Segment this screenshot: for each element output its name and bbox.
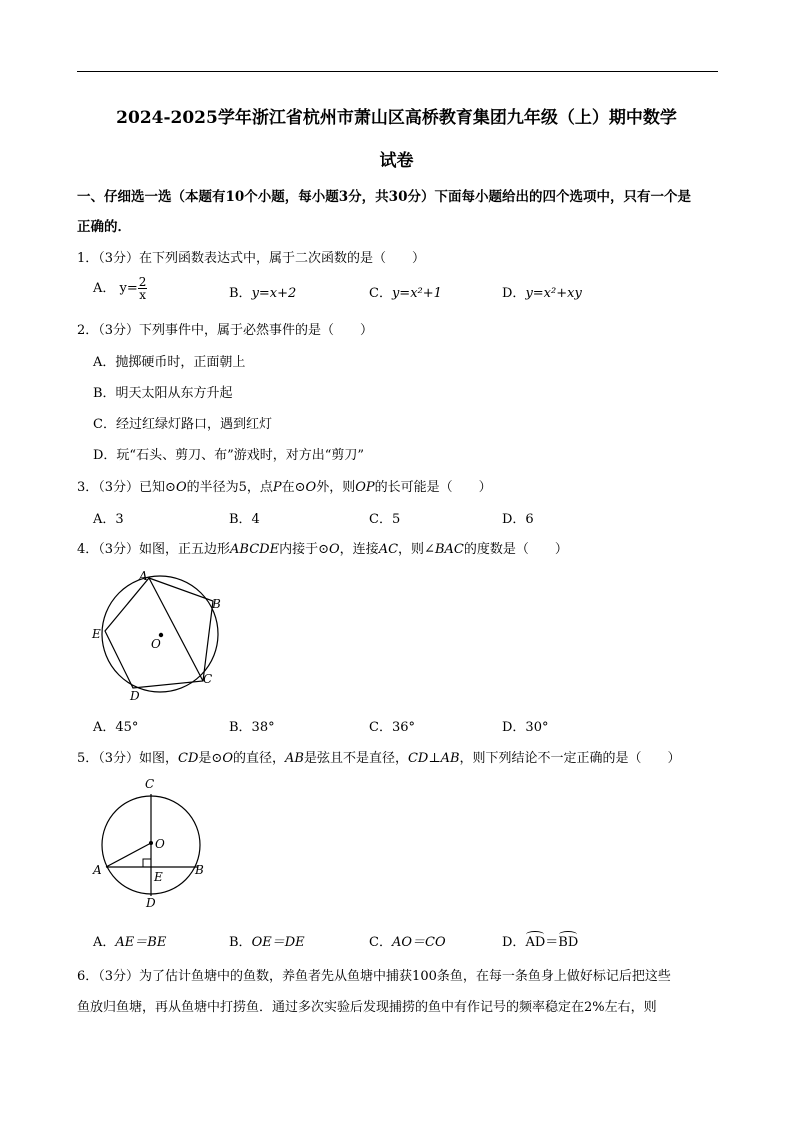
q5-option-c	[369, 931, 446, 950]
q3-option-a: A．3	[93, 512, 124, 527]
q4-pentagon-figure	[88, 566, 228, 706]
q5-stem-var: CD	[178, 751, 199, 766]
q5-circle-figure	[90, 774, 215, 914]
q3-option-d: D．6	[502, 512, 534, 527]
q5-right-angle-mark	[143, 859, 151, 867]
q3-stem-part: 的半径为5，点	[186, 480, 273, 495]
exam-title-line2: 试卷	[379, 151, 414, 171]
question-2-stem: 2．（3分）下列事件中，属于必然事件的是（ ）	[77, 323, 374, 338]
q4-label-b: B	[212, 597, 221, 611]
q4-option-c: C．36°	[369, 720, 415, 735]
q1-option-a	[93, 276, 147, 301]
q5-stem-part: 的直径，	[233, 751, 286, 766]
q4-stem-part: 4．（3分）如图，正五边形	[77, 542, 231, 557]
q5-stem-var: O	[222, 751, 233, 766]
q1-option-d-expr: y=x²+xy	[525, 286, 582, 301]
q4-stem-part: 的度数是（ ）	[463, 542, 568, 557]
q4-option-a: A．45°	[93, 720, 139, 735]
q1-option-c-label: C．	[369, 286, 392, 301]
q3-stem-part: 3．（3分）已知⊙	[77, 480, 176, 495]
q5-option-b	[229, 931, 305, 950]
section1-instructions-line2: 正确的．	[77, 219, 131, 235]
question-6-stem-line1: 6．（3分）为了估计鱼塘中的鱼数，养鱼者先从鱼塘中捕获100条鱼，在每一条鱼身上做好标记后把这些	[77, 969, 671, 984]
q4-stem-var: BAC	[434, 542, 464, 557]
q5-option-a-expr: AE＝BE	[115, 935, 167, 950]
q5-option-d-arc-bd: BD	[558, 935, 579, 950]
q4-option-b: B．38°	[229, 720, 275, 735]
q2-option-d: D．玩“石头、剪刀、布”游戏时，对方出“剪刀”	[93, 448, 365, 463]
q4-label-e: E	[92, 627, 101, 641]
q5-stem-var: AB	[285, 751, 304, 766]
q3-option-c: C．5	[369, 512, 401, 527]
q5-option-b-expr: OE＝DE	[251, 935, 305, 950]
q5-option-d-arc-ad: AD	[525, 935, 546, 950]
q1-option-d	[502, 282, 582, 301]
q3-option-b: B．4	[229, 512, 260, 527]
q5-label-o: O	[155, 837, 165, 851]
q5-label-d: D	[146, 896, 156, 910]
q4-stem-var: O	[329, 542, 340, 557]
q5-label-c: C	[145, 777, 155, 791]
fraction-numerator: 2	[138, 275, 147, 289]
q3-stem-var: P	[272, 480, 282, 495]
q5-option-a	[93, 931, 166, 950]
q3-stem-part: 外，则	[316, 480, 356, 495]
q5-stem-part: 是弦且不是直径，	[303, 751, 408, 766]
q1-option-a-fraction	[138, 276, 148, 301]
q2-option-b: B．明天太阳从东方升起	[93, 386, 233, 401]
q4-stem-part: ，则∠	[398, 542, 435, 557]
question-4-stem	[77, 538, 568, 557]
q5-option-d	[502, 931, 578, 950]
q5-stem-part: 5．（3分）如图，	[77, 751, 179, 766]
q1-option-b-expr: y=x+2	[251, 286, 297, 301]
q5-option-c-expr: AO＝CO	[391, 935, 446, 950]
q3-stem-part: 的长可能是（ ）	[374, 480, 492, 495]
header-rule	[77, 71, 718, 72]
question-1-stem: 1．（3分）在下列函数表达式中，属于二次函数的是（ ）	[77, 251, 426, 266]
question-6-stem-line2: 鱼放归鱼塘，再从鱼塘中打捞鱼．通过多次实验后发现捕捞的鱼中有作记号的频率稳定在2%左右，则	[77, 1000, 657, 1015]
q5-center-point	[149, 841, 153, 845]
q5-option-d-label: D．	[502, 935, 526, 950]
q4-stem-part: 内接于⊙	[279, 542, 329, 557]
q5-label-b: B	[195, 863, 204, 877]
q1-option-a-label: A．	[93, 281, 116, 296]
q4-segment-ac	[149, 578, 203, 681]
q4-stem-part: ，连接	[339, 542, 379, 557]
q4-label-o: O	[151, 637, 161, 651]
q1-option-b	[229, 282, 296, 301]
q5-option-b-label: B．	[229, 935, 252, 950]
q5-stem-var: CD⊥AB	[407, 751, 460, 766]
q5-stem-part: 是⊙	[198, 751, 223, 766]
q4-label-d: D	[130, 689, 140, 703]
q4-pentagon	[105, 578, 213, 688]
q4-stem-var: AC	[378, 542, 399, 557]
q5-segment-ao	[106, 843, 151, 867]
q5-option-a-label: A．	[93, 935, 116, 950]
question-5-stem	[77, 747, 681, 766]
q5-option-d-equals: ＝	[545, 935, 559, 950]
q3-stem-var: OP	[355, 480, 375, 495]
q5-label-a: A	[93, 863, 102, 877]
section1-instructions-line1: 一、仔细选一选（本题有10个小题，每小题3分，共30分）下面每小题给出的四个选项中，只有一个是	[77, 189, 691, 205]
q4-label-c: C	[203, 672, 213, 686]
q4-option-d: D．30°	[502, 720, 549, 735]
exam-title-line1: 2024-2025学年浙江省杭州市萧山区高桥教育集团九年级（上）期中数学	[116, 108, 677, 128]
q1-option-b-label: B．	[229, 286, 252, 301]
q5-label-e: E	[154, 870, 163, 884]
q2-option-c: C．经过红绿灯路口，遇到红灯	[93, 417, 272, 432]
q1-option-a-y: y=	[119, 281, 138, 296]
q1-option-c	[369, 282, 442, 301]
q4-label-a: A	[139, 569, 148, 583]
q3-stem-var: O	[305, 480, 317, 495]
q3-stem-var: O	[175, 480, 187, 495]
q1-option-d-label: D．	[502, 286, 526, 301]
q5-stem-part: ，则下列结论不一定正确的是（ ）	[459, 751, 681, 766]
question-3-stem	[77, 476, 492, 495]
q2-option-a: A．抛掷硬币时，正面朝上	[93, 355, 246, 370]
q5-option-c-label: C．	[369, 935, 392, 950]
fraction-denominator: x	[139, 288, 146, 302]
q1-option-c-expr: y=x²+1	[391, 286, 442, 301]
q3-stem-part: 在⊙	[281, 480, 306, 495]
q4-stem-var: ABCDE	[230, 542, 280, 557]
